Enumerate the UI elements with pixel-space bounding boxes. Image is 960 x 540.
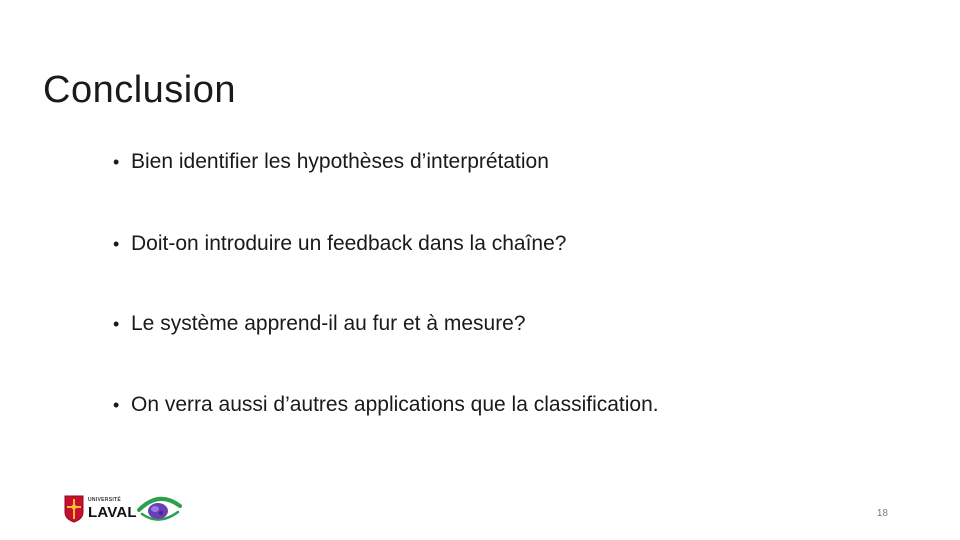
shield-icon [64,495,84,523]
footer-logos [64,492,184,526]
university-small-text: UNIVERSITÉ [88,497,122,503]
bullet-text: On verra aussi d’autres applications que la classification. [131,393,659,416]
page-number: 18 [876,508,888,519]
bullet-marker: • [113,234,120,254]
bullet-text: Bien identifier les hypothèses d’interprétation [131,150,549,173]
bullet-marker: • [113,152,120,172]
bullet-marker: • [113,314,120,334]
university-name: LAVAL [88,504,137,521]
bullet-marker: • [113,395,120,415]
universite-laval-logo [64,495,137,525]
bullet-text: Le système apprend-il au fur et à mesure? [131,312,526,335]
bullet-item [113,148,549,176]
bullet-text: Doit-on introduire un feedback dans la chaîne? [131,232,567,255]
bullet-item [113,391,659,419]
bullet-item [113,230,566,258]
slide-title: Conclusion [43,69,236,111]
eye-logo-icon [136,492,182,526]
bullet-item [113,310,526,338]
